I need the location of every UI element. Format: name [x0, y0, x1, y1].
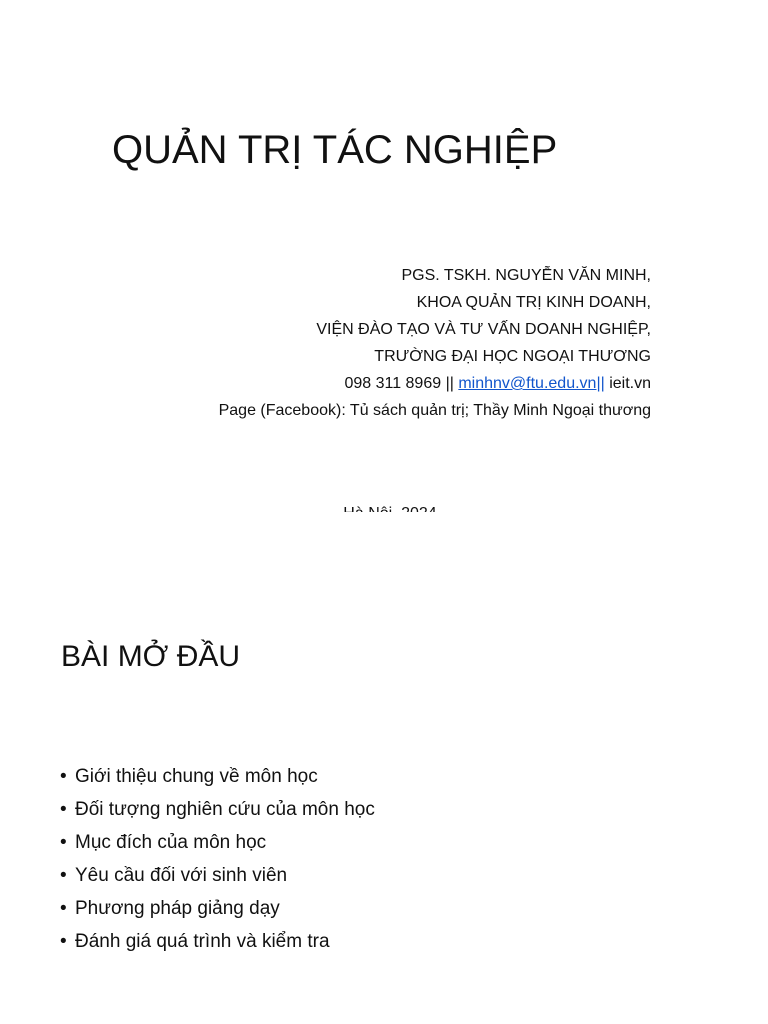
- contact-line: [219, 370, 651, 397]
- list-item-text: Mục đích của môn học: [75, 832, 267, 853]
- document-title: QUẢN TRỊ TÁC NGHIỆP: [112, 128, 558, 172]
- list-item-text: Đối tượng nghiên cứu của môn học: [75, 799, 375, 820]
- author-institute: VIỆN ĐÀO TẠO VÀ TƯ VẤN DOANH NGHIỆP,: [316, 321, 651, 338]
- list-item: [60, 826, 375, 859]
- bullet-icon: •: [60, 865, 67, 886]
- section-title: BÀI MỞ ĐẦU: [61, 640, 241, 673]
- slide-introduction: [0, 512, 768, 1024]
- contact-site: ieit.vn: [609, 375, 651, 392]
- list-item: [60, 793, 375, 826]
- bullet-icon: •: [60, 898, 67, 919]
- bullet-icon: •: [60, 799, 67, 820]
- list-item: [60, 760, 375, 793]
- bullet-list: [60, 760, 375, 958]
- author-name: PGS. TSKH. NGUYỄN VĂN MINH,: [401, 267, 651, 284]
- author-university: TRƯỜNG ĐẠI HỌC NGOẠI THƯƠNG: [374, 348, 651, 365]
- list-item-text: Đánh giá quá trình và kiểm tra: [75, 931, 330, 952]
- list-item: [60, 859, 375, 892]
- author-block: [219, 262, 651, 424]
- bullet-icon: •: [60, 931, 67, 952]
- list-item-text: Yêu cầu đối với sinh viên: [75, 865, 288, 886]
- author-faculty: KHOA QUẢN TRỊ KINH DOANH,: [416, 294, 651, 311]
- bullet-icon: •: [60, 832, 67, 853]
- list-item-text: Giới thiệu chung về môn học: [75, 766, 318, 787]
- email-link[interactable]: minhnv@ftu.edu.vn||: [458, 375, 605, 392]
- list-item-text: Phương pháp giảng dạy: [75, 898, 280, 919]
- facebook-line: Page (Facebook): Tủ sách quản trị; Thầy Minh Ngoại thương: [218, 402, 651, 419]
- contact-phone: 098 311 8969 ||: [344, 375, 454, 392]
- list-item: [60, 892, 375, 925]
- list-item: [60, 925, 375, 958]
- bullet-icon: •: [60, 766, 67, 787]
